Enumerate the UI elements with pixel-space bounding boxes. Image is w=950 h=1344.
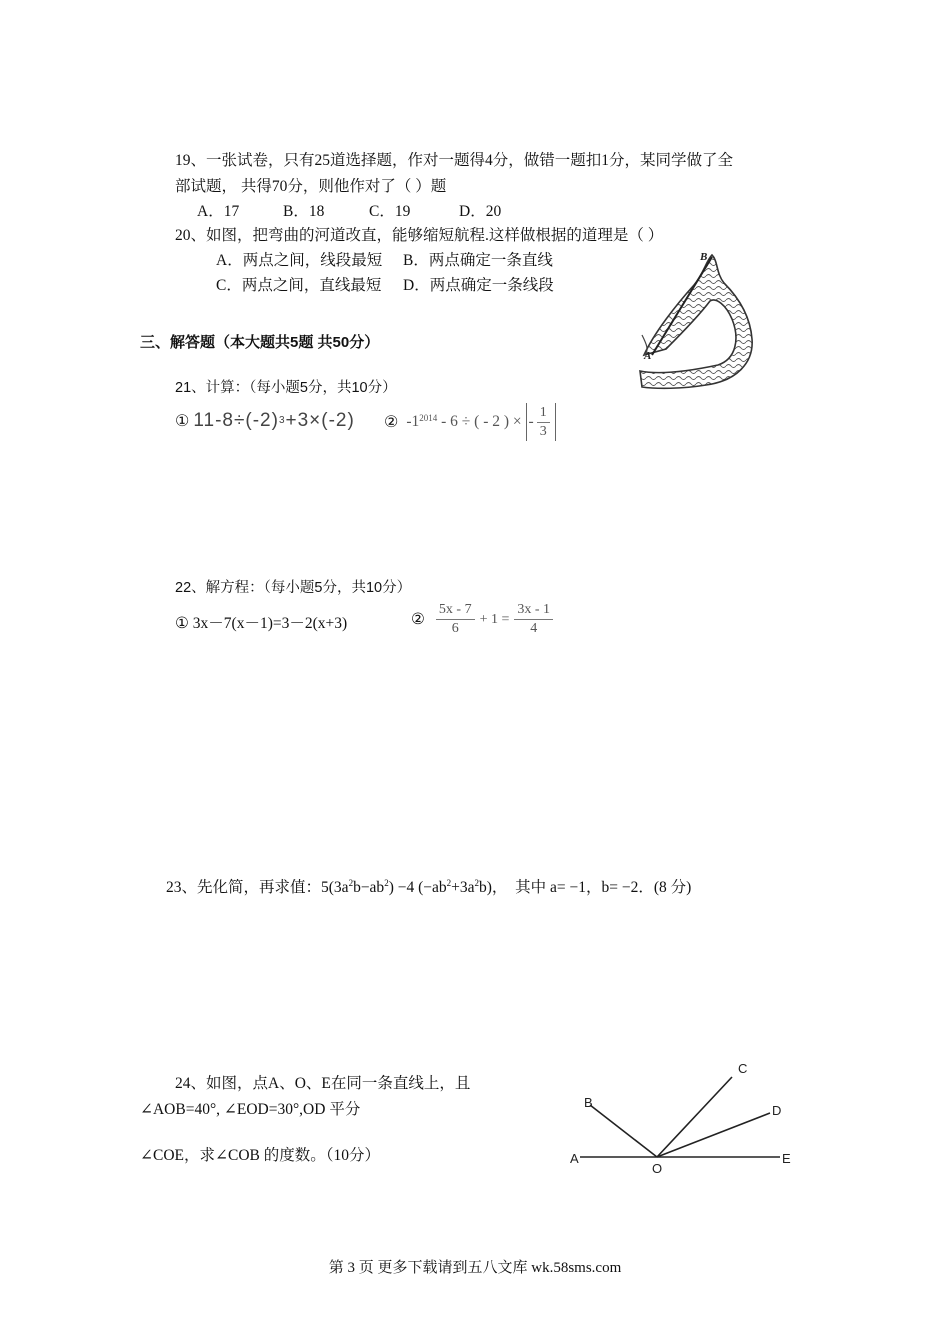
q21-part1: ① 11-8÷(-2) 3 +3×(-2) bbox=[175, 410, 355, 431]
q22-part2-right-num: 3x - 1 bbox=[514, 602, 553, 620]
q20-stem: 20、如图，把弯曲的河道改直，能够缩短航程.这样做根据的道理是（ ） bbox=[175, 227, 664, 244]
q23-line bbox=[166, 875, 691, 897]
label-d: D bbox=[772, 1103, 782, 1118]
q19-line1: 19、一张试卷，只有25道选择题，作对一题得4分，做错一题扣1分，某同学做了全 bbox=[175, 152, 734, 169]
q23-sup-3: 2 bbox=[446, 877, 452, 888]
q21-part2-abs bbox=[526, 403, 556, 441]
page-footer: 第 3 页 更多下载请到五八文库 wk.58sms.com bbox=[328, 1260, 622, 1276]
ray-oc bbox=[657, 1077, 732, 1157]
ray-ob bbox=[590, 1105, 657, 1157]
q23-expr-5: b)， 其中 a= −1，b= −2．(8 分) bbox=[479, 879, 692, 896]
q20-option-c: C．两点之间，直线最短 bbox=[216, 277, 382, 294]
label-b: B bbox=[584, 1095, 593, 1110]
section3-title: 三、解答题（本大题共5题 共50分） bbox=[140, 334, 380, 351]
q19-option-d: D．20 bbox=[459, 203, 502, 220]
q22-part2-right-frac bbox=[514, 602, 553, 637]
q23-stem: 23、先化简，再求值： bbox=[166, 879, 322, 896]
label-o: O bbox=[652, 1161, 663, 1175]
q24-line1: 24、如图，点A、O、E在同一条直线上，且 bbox=[175, 1075, 471, 1092]
label-e: E bbox=[782, 1151, 791, 1166]
q22-part2-left-frac bbox=[436, 602, 475, 637]
q23-expr-2: b−ab bbox=[353, 879, 385, 896]
q24-line2: ∠AOB=40°, ∠EOD=30°,OD 平分 bbox=[140, 1101, 361, 1118]
river-figure bbox=[636, 243, 760, 395]
q19-option-a: A．17 bbox=[197, 203, 240, 220]
q21-part2-frac-num: 1 bbox=[537, 405, 550, 423]
q21-part1-tail: +3×(-2) bbox=[285, 410, 355, 431]
q22-part2-marker: ② bbox=[411, 611, 425, 628]
label-c: C bbox=[738, 1061, 748, 1076]
q19-option-c: C．19 bbox=[369, 203, 411, 220]
angle-figure bbox=[560, 1055, 800, 1175]
q22-part2-left-den: 6 bbox=[451, 621, 459, 636]
q22-part2-right-den: 4 bbox=[530, 621, 538, 636]
q22-part2-left-num: 5x - 7 bbox=[436, 602, 475, 620]
q23-expr-4: +3a bbox=[451, 879, 475, 896]
river-label-a: A bbox=[644, 350, 652, 362]
q21-part2-abs-sign: - bbox=[528, 413, 534, 430]
q19-option-b: B．18 bbox=[283, 203, 325, 220]
q20-option-b: B．两点确定一条直线 bbox=[403, 252, 553, 269]
q19-line2: 部试题， 共得70分，则他作对了（ ）题 bbox=[175, 178, 447, 195]
q21-part2-marker: ② bbox=[384, 414, 399, 431]
q23-sup-4: 2 bbox=[474, 877, 479, 888]
q21-part2-lead: -1 bbox=[406, 413, 420, 430]
q21-stem: 21、计算：（每小题5分，共10分） bbox=[175, 380, 397, 396]
q23-sup-2: 2 bbox=[384, 877, 389, 888]
q22-part2 bbox=[411, 602, 556, 637]
q21-part2-frac bbox=[537, 405, 550, 440]
q23-expr-1: 5(3a bbox=[321, 879, 349, 896]
q21-part2: ② -1 $^{2014}$ - 6 ÷ ( - 2 ) × - $\frac{1}{3}$ bbox=[384, 403, 556, 441]
river-label-b: B bbox=[700, 251, 708, 263]
q22-part1-marker: ① bbox=[175, 615, 189, 632]
q23-expr-3: ) −4 (−ab bbox=[388, 879, 447, 896]
q20-option-d: D．两点确定一条线段 bbox=[403, 277, 554, 294]
q23-sup-1: 2 bbox=[348, 877, 354, 888]
label-a: A bbox=[570, 1151, 579, 1166]
q22-stem: 22、解方程：（每小题5分，共10分） bbox=[175, 580, 412, 596]
q24-line3: ∠COE，求∠COB 的度数。（10分） bbox=[140, 1147, 380, 1164]
q21-part2-mid: - 6 ÷ ( - 2 ) × bbox=[437, 413, 526, 430]
q22-part2-mid: + 1 = bbox=[479, 611, 510, 627]
q21-part1-marker: ① bbox=[175, 413, 190, 430]
q20-option-a: A．两点之间，线段最短 bbox=[216, 252, 383, 269]
q21-part1-expr: 11-8÷(-2) bbox=[193, 410, 279, 431]
q22-part1-eq: 3x－7(x－1)=3－2(x+3) bbox=[192, 615, 348, 632]
q21-part2-frac-den: 3 bbox=[539, 423, 547, 439]
q22-part1 bbox=[175, 611, 347, 633]
ray-od bbox=[657, 1113, 770, 1157]
